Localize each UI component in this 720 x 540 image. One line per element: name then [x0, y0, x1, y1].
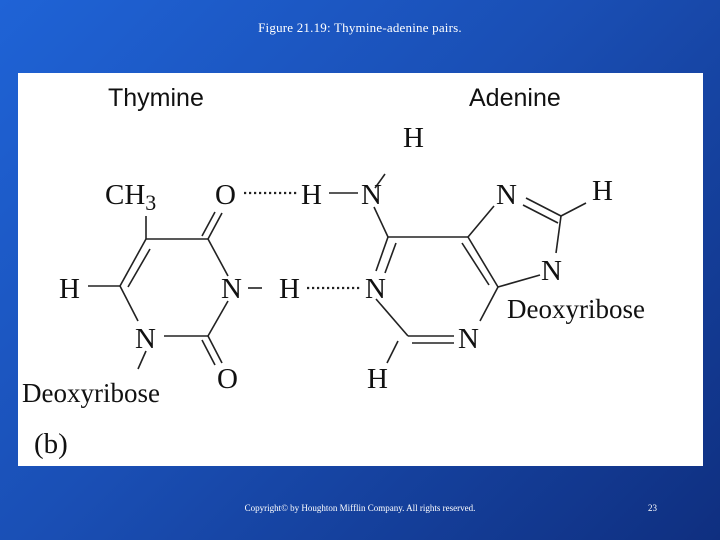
adenine-amine-n: N [361, 179, 382, 211]
thymine-ch3-label: $CH_3$ [105, 179, 157, 215]
adenine-double-bond [385, 243, 396, 273]
adenine-amine-h-top: H [403, 122, 424, 154]
footer-copyright: Copyright© by Houghton Mifflin Company. All rights reserved. [244, 503, 476, 513]
adenine-bond [376, 237, 388, 271]
adenine-h2: H [367, 363, 388, 395]
adenine-double-bond [523, 205, 558, 223]
page-number: 23 [648, 503, 657, 513]
thymine-bond [208, 301, 228, 336]
thymine-double-bond [128, 249, 150, 287]
thymine-bond [120, 286, 138, 321]
adenine-bond [387, 341, 398, 363]
adenine-h8: H [592, 175, 613, 207]
thymine-bond [208, 239, 228, 276]
adenine-sugar-label: Deoxyribose [507, 294, 645, 324]
panel-label: (b) [34, 428, 68, 460]
adenine-n1: N [365, 273, 386, 305]
adenine-bond [480, 287, 498, 321]
adenine-bond [526, 198, 561, 216]
thymine-header: Thymine [108, 84, 204, 112]
thymine-n3: N [221, 273, 242, 305]
adenine-bond [468, 237, 498, 287]
adenine-n7: N [496, 179, 517, 211]
adenine-header: Adenine [469, 84, 561, 112]
thymine-n3-h: H [279, 273, 300, 305]
thymine-o-top: O [215, 179, 236, 211]
base-pair-diagram [18, 73, 703, 466]
adenine-bond [498, 275, 540, 287]
thymine-n1: N [135, 323, 156, 355]
thymine-double-bond [202, 212, 215, 236]
slide-title: Figure 21.19: Thymine-adenine pairs. [258, 20, 462, 35]
adenine-amine-h: H [301, 179, 322, 211]
thymine-double-bond [202, 340, 215, 365]
adenine-n3: N [458, 323, 479, 355]
thymine-bond [208, 213, 222, 239]
adenine-bond [561, 203, 586, 216]
thymine-sugar-label: Deoxyribose [22, 378, 160, 408]
adenine-bond [468, 206, 494, 237]
adenine-n9: N [541, 255, 562, 287]
thymine-bond [208, 336, 222, 363]
thymine-o-bottom: O [217, 363, 238, 395]
adenine-bond [374, 207, 388, 237]
thymine-h-left: H [59, 273, 80, 305]
figure-panel [18, 73, 703, 466]
